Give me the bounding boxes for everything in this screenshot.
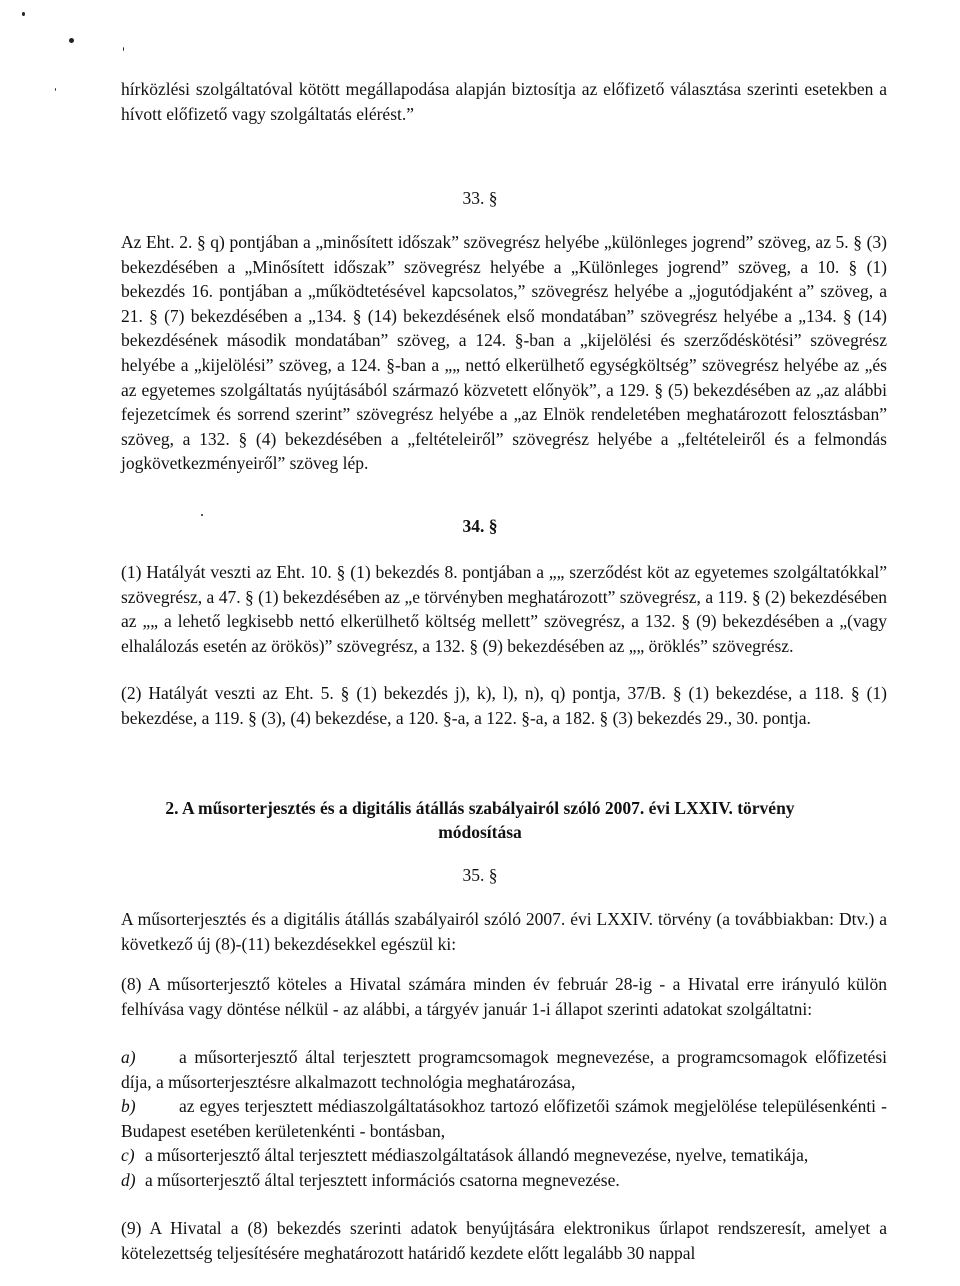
continuation-paragraph: hírközlési szolgáltatóval kötött megállapodása alapján biztosítja az előfizető választása szerinti esetekben a hívott előfizető vagy szolgáltatás elérést.” <box>121 79 887 124</box>
scan-speck <box>69 38 74 43</box>
section-35-intro: A műsorterjesztés és a digitális átállás szabályairól szóló 2007. évi LXXIV. törvény (a továbbiakban: Dtv.) a következő új (8)-(11) bekezdésekkel egészül ki: <box>121 909 887 954</box>
scan-speck <box>55 88 56 91</box>
scan-speck <box>22 12 25 16</box>
list-item <box>121 1094 887 1143</box>
section-35-paragraph-9: (9) A Hivatal a (8) bekezdés szerinti adatok benyújtására elektronikus űrlapot rendszeresít, amelyet a kötelezettség teljesítésére meghatározott határidő kezdete előtt legalább 30 nappal <box>121 1218 887 1263</box>
scan-speck <box>123 47 124 51</box>
enumerated-list <box>121 1045 887 1193</box>
section-34-paragraph-1: (1) Hatályát veszti az Eht. 10. § (1) bekezdés 8. pontjában a „„ szerződést köt az egyetemes szolgáltatókkal” szövegrész, a 47. § (1) bekezdésében az „e törvényben meghatározott” szövegrész, a 119. § (2) bekezdésében az „„ a lehető legkisebb nettó elkerülhető költség mellett” szövegrész, a 132. § (9) bekezdésében a „(vagy elhalálozás esetén az örökös)” szövegrész, a 132. § (9) bekezdésében az „„ öröklés” szövegrész. <box>121 562 887 656</box>
list-item-text: az egyes terjesztett médiaszolgáltatásokhoz tartozó előfizetői számok megjelölése településenkénti - Budapest esetében kerületenkénti - bontásban, <box>121 1096 887 1141</box>
section-35-paragraph-8: (8) A műsorterjesztő köteles a Hivatal számára minden év február 28-ig - a Hivatal erre irányuló külön felhívása vagy döntése nélkül - az alábbi, a tárgyév január 1-i állapot szerinti adatokat szolgáltatni: <box>121 974 887 1019</box>
list-item-label: d) <box>121 1169 136 1190</box>
list-item-text: a műsorterjesztő által terjesztett médiaszolgáltatások állandó megnevezése, nyelve, tematikája, <box>145 1145 809 1166</box>
list-item-label: c) <box>121 1145 135 1166</box>
list-item-label: b) <box>121 1096 136 1117</box>
section-33-text: Az Eht. 2. § q) pontjában a „minősített időszak” szövegrész helyébe „különleges jogrend” szöveg, az 5. § (3) bekezdésében a „Minősített időszak” szövegrész helyébe a „Különleges jogrend” szöveg, a 10. § (1) bekezdés 16. pontjában a „működtetésével kapcsolatos,” szövegrész helyébe a „jogutódjaként a” szöveg, a 21. § (7) bekezdésében a „134. § (14) bekezdésének első mondatában” szövegrész helyébe a „134. § (14) bekezdésének második mondatában” szöveg, a 124. §-ban a „kijelölési és szerződéskötési” szövegrész helyébe a „kijelölési” szöveg, a 124. §-ban a „„ nettó elkerülhető egységköltség” szövegrész helyébe az „és az egyetemes szolgáltatás nyújtásából származó közvetett előnyök”, a 129. § (5) bekezdésében az „az alábbi fejezetcímek és sorrend szerint” szövegrész helyébe a „az Elnök rendeletében meghatározott felosztásban” szöveg, a 132. § (4) bekezdésében a „feltételeiről” szövegrész helyébe a „feltételeiről és a felmondás jogkövetkezményeiről” szöveg lép. <box>121 232 887 474</box>
section-33-title: 33. § <box>462 188 498 208</box>
list-item-label: a) <box>121 1047 136 1067</box>
chapter-2-heading-line-2: módosítása <box>438 822 522 842</box>
list-item <box>121 1168 887 1193</box>
list-item <box>121 1143 887 1168</box>
list-item-text: a műsorterjesztő által terjesztett programcsomagok megnevezése, a programcsomagok előfizetési díja, a műsorterjesztésre alkalmazott technológia meghatározása, <box>121 1047 887 1092</box>
section-34-title: 34. § <box>462 516 498 536</box>
list-item <box>121 1045 887 1094</box>
section-34-paragraph-2: (2) Hatályát veszti az Eht. 5. § (1) bekezdés j), k), l), n), q) pontja, 37/B. § (1) bekezdése, a 118. § (1) bekezdése, a 119. § (3), (4) bekezdése, a 120. §-a, a 122. §-a, a 182. § (3) bekezdés 29., 30. pontja. <box>121 683 887 728</box>
section-35-title: 35. § <box>462 865 498 885</box>
list-item-text: a műsorterjesztő által terjesztett információs csatorna megnevezése. <box>145 1169 620 1190</box>
chapter-2-heading-line-1: 2. A műsorterjesztés és a digitális átállás szabályairól szóló 2007. évi LXXIV. törvény <box>165 798 795 818</box>
